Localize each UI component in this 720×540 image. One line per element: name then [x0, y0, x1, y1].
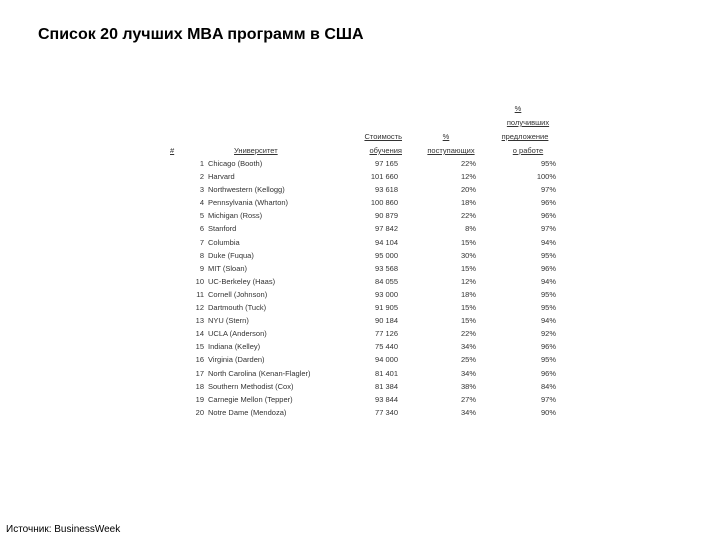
job-offer-percent-cell: 94% — [540, 316, 556, 326]
job-offer-percent-cell: 100% — [536, 172, 556, 182]
rank-cell: 1 — [199, 159, 204, 168]
job-offer-percent-cell: 96% — [540, 198, 556, 208]
cost-cell: 84 055 — [375, 276, 398, 286]
admitted-percent-cell: 15% — [460, 237, 476, 247]
job-offer-percent-cell: 95% — [540, 289, 556, 299]
rank-cell: 2 — [199, 172, 204, 182]
rank-cell: 9 — [199, 263, 204, 273]
header-admitted-line1: % — [442, 132, 450, 141]
job-offer-percent-cell: 95% — [540, 355, 556, 365]
header-admitted-line2: поступающих — [427, 146, 475, 155]
header-job-offers-line3: предложение — [501, 132, 549, 141]
job-offer-percent-cell: 96% — [540, 368, 556, 378]
admitted-percent-cell: 15% — [460, 263, 476, 273]
cost-cell: 77 126 — [375, 329, 398, 339]
university-cell: Virginia (Darden) — [208, 355, 265, 365]
table-row — [168, 209, 560, 222]
university-cell: UCLA (Anderson) — [208, 329, 267, 339]
admitted-percent-cell: 25% — [460, 355, 476, 365]
admitted-percent-cell: 34% — [460, 407, 476, 417]
rank-cell: 11 — [196, 289, 204, 299]
rank-cell: 20 — [195, 407, 204, 417]
cost-cell: 97 842 — [375, 224, 398, 234]
rank-cell: 10 — [195, 276, 204, 286]
job-offer-percent-cell: 92% — [540, 329, 556, 339]
job-offer-percent-cell: 95% — [540, 250, 556, 260]
cost-cell: 81 384 — [375, 381, 398, 391]
cost-cell: 100 860 — [370, 198, 398, 208]
rank-cell: 19 — [195, 394, 204, 404]
university-cell: NYU (Stern) — [208, 316, 249, 326]
university-cell: Chicago (Booth) — [208, 159, 263, 168]
cost-cell: 90 879 — [375, 211, 398, 221]
admitted-percent-cell: 22% — [460, 211, 476, 221]
job-offer-percent-cell: 97% — [540, 224, 556, 234]
source-note: Источник: BusinessWeek — [6, 524, 121, 535]
university-cell: Dartmouth (Tuck) — [208, 303, 267, 313]
admitted-percent-cell: 30% — [460, 250, 476, 260]
mba-ranking-table — [168, 102, 560, 419]
job-offer-percent-cell: 84% — [540, 381, 556, 391]
table-row — [168, 275, 560, 288]
admitted-percent-cell: 34% — [460, 368, 476, 378]
table-row — [168, 340, 560, 353]
admitted-percent-cell: 27% — [460, 394, 476, 404]
table-row — [168, 301, 560, 314]
admitted-percent-cell: 22% — [460, 329, 476, 339]
job-offer-percent-cell: 96% — [540, 263, 556, 273]
rank-cell: 12 — [195, 303, 204, 313]
cost-cell: 101 660 — [370, 172, 398, 182]
job-offer-percent-cell: 94% — [540, 276, 556, 286]
rank-cell: 4 — [199, 198, 204, 208]
admitted-percent-cell: 22% — [460, 159, 476, 168]
rank-cell: 6 — [199, 224, 204, 234]
university-cell: Duke (Fuqua) — [208, 250, 254, 260]
header-cost-line1: Стоимость — [364, 132, 402, 141]
university-cell: Northwestern (Kellogg) — [208, 185, 285, 195]
admitted-percent-cell: 15% — [460, 303, 476, 313]
university-cell: UC-Berkeley (Haas) — [208, 276, 276, 286]
table-row — [168, 406, 560, 419]
cost-cell: 94 000 — [375, 355, 398, 365]
slide-title: Список 20 лучших MBA программ в США — [38, 26, 364, 43]
rank-cell: 14 — [195, 329, 204, 339]
university-cell: Southern Methodist (Cox) — [208, 381, 294, 391]
header-cost-line2: обучения — [369, 146, 402, 155]
university-cell: Michigan (Ross) — [208, 211, 263, 221]
admitted-percent-cell: 12% — [460, 172, 476, 182]
table-row — [168, 196, 560, 209]
table-row — [168, 314, 560, 327]
admitted-percent-cell: 34% — [460, 342, 476, 352]
university-cell: Harvard — [208, 172, 235, 182]
admitted-percent-cell: 18% — [460, 198, 476, 208]
header-job-offers-line1: % — [514, 104, 522, 113]
cost-cell: 93 568 — [375, 263, 398, 273]
rank-cell: 18 — [195, 381, 204, 391]
job-offer-percent-cell: 96% — [540, 342, 556, 352]
table-row — [168, 222, 560, 235]
table-row — [168, 380, 560, 393]
table-row — [168, 262, 560, 275]
table-row — [168, 236, 560, 249]
table-row — [168, 170, 560, 183]
rank-cell: 5 — [199, 211, 204, 221]
cost-cell: 75 440 — [375, 342, 398, 352]
job-offer-percent-cell: 94% — [540, 237, 556, 247]
header-university: Университет — [234, 146, 278, 155]
job-offer-percent-cell: 97% — [540, 394, 556, 404]
rank-cell: 8 — [199, 250, 204, 260]
admitted-percent-cell: 18% — [460, 289, 476, 299]
cost-cell: 95 000 — [375, 250, 398, 260]
job-offer-percent-cell: 95% — [540, 159, 556, 168]
university-cell: Cornell (Johnson) — [208, 289, 268, 299]
university-cell: Notre Dame (Mendoza) — [208, 407, 287, 417]
cost-cell: 93 000 — [375, 289, 398, 299]
university-cell: MIT (Sloan) — [208, 263, 248, 273]
table-body — [168, 157, 560, 419]
university-cell: Stanford — [208, 224, 237, 234]
cost-cell: 93 618 — [375, 185, 398, 195]
university-cell: Carnegie Mellon (Tepper) — [208, 394, 293, 404]
rank-cell: 16 — [195, 355, 204, 365]
table-row — [168, 157, 560, 170]
table-row — [168, 249, 560, 262]
cost-cell: 91 905 — [375, 303, 398, 313]
header-number: # — [170, 146, 175, 155]
table-row — [168, 327, 560, 340]
admitted-percent-cell: 15% — [460, 316, 476, 326]
university-cell: Columbia — [208, 237, 240, 247]
university-cell: Pennsylvania (Wharton) — [208, 198, 289, 208]
cost-cell: 81 401 — [375, 368, 398, 378]
table-header — [168, 102, 560, 157]
cost-cell: 77 340 — [375, 407, 398, 417]
admitted-percent-cell: 20% — [460, 185, 476, 195]
header-job-offers-line4: о работе — [512, 146, 544, 155]
job-offer-percent-cell: 95% — [540, 303, 556, 313]
table-row — [168, 353, 560, 366]
table-row — [168, 183, 560, 196]
admitted-percent-cell: 38% — [460, 381, 476, 391]
admitted-percent-cell: 12% — [460, 276, 476, 286]
rank-cell: 7 — [199, 237, 204, 247]
admitted-percent-cell: 8% — [465, 224, 476, 234]
rank-cell: 15 — [195, 342, 204, 352]
table-row — [168, 367, 560, 380]
cost-cell: 97 165 — [375, 159, 398, 168]
university-cell: North Carolina (Kenan-Flagler) — [208, 368, 311, 378]
cost-cell: 90 184 — [375, 316, 398, 326]
job-offer-percent-cell: 96% — [540, 211, 556, 221]
rank-cell: 13 — [195, 316, 204, 326]
table-row — [168, 288, 560, 301]
cost-cell: 94 104 — [375, 237, 398, 247]
table-row — [168, 393, 560, 406]
header-job-offers-line2: получивших — [506, 118, 550, 127]
rank-cell: 17 — [195, 368, 204, 378]
rank-cell: 3 — [199, 185, 204, 195]
cost-cell: 93 844 — [375, 394, 398, 404]
job-offer-percent-cell: 97% — [540, 185, 556, 195]
job-offer-percent-cell: 90% — [540, 407, 556, 417]
university-cell: Indiana (Kelley) — [208, 342, 261, 352]
